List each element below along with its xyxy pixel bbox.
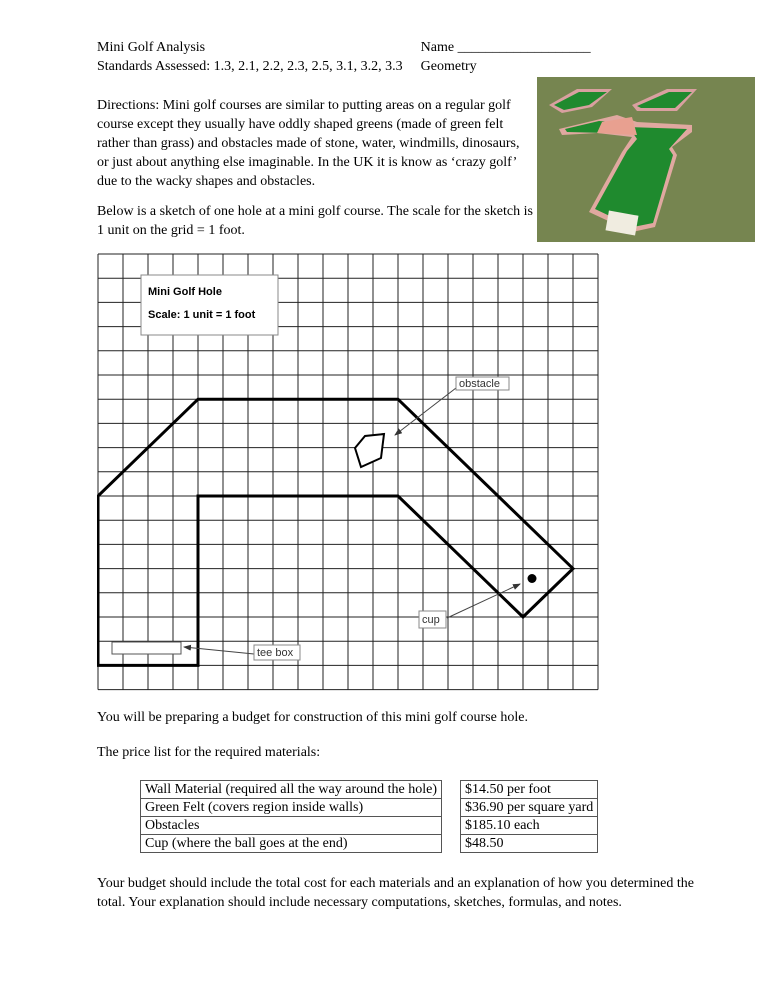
cup-arrow (447, 584, 520, 618)
sketch-intro: Below is a sketch of one hole at a mini golf course. The scale for the sketch is 1 unit on the grid = 1 foot. (97, 204, 533, 238)
material-item: Wall Material (required all the way around the hole) (141, 781, 442, 799)
name-field[interactable]: Name ___________________ (420, 40, 591, 55)
material-item: Green Felt (covers region inside walls) (141, 799, 442, 817)
cup-hole (528, 574, 537, 583)
table-row (141, 817, 598, 835)
material-item: Obstacles (141, 817, 442, 835)
price-list-table (140, 780, 598, 853)
directions: Directions: Mini golf courses are similar to putting areas on a regular golf course except they usually have oddly shaped greens (made of green felt rather than grass) and obstacles made of stone, water, windmills, dinosaurs, or just about anything else imaginable. In the UK it is know as ‘crazy golf’ due to the wacky shapes and obstacles. (97, 98, 520, 189)
header (97, 38, 737, 76)
budget-intro: You will be preparing a budget for construction of this mini golf course hole. (97, 710, 528, 725)
mini-golf-hole-diagram (97, 253, 599, 691)
table-row (141, 781, 598, 799)
diagram-scale: Scale: 1 unit = 1 foot (148, 309, 256, 321)
price-list-intro: The price list for the required materials: (97, 745, 321, 760)
diagram-legend-box (141, 275, 278, 335)
tee-box-arrow (184, 647, 254, 654)
document-title: Mini Golf Analysis (97, 40, 206, 55)
table-row (141, 835, 598, 853)
material-price: $36.90 per square yard (460, 799, 597, 817)
closing-instructions: Your budget should include the total cost for each materials and an explanation of how you determined the total. Your explanation should include necessary computations, sketches, formulas, and notes. (97, 876, 694, 910)
material-price: $14.50 per foot (460, 781, 597, 799)
header-right (421, 38, 591, 76)
cup-label: cup (422, 614, 440, 626)
table-row (141, 799, 598, 817)
column-gap (441, 835, 460, 853)
obstacle-label: obstacle (459, 378, 500, 390)
material-price: $48.50 (460, 835, 597, 853)
diagram-title: Mini Golf Hole (148, 286, 222, 298)
standards-assessed: Standards Assessed: 1.3, 2.1, 2.2, 2.3, 2.5, 3.1, 3.2, 3.3 (97, 59, 403, 74)
hole-wall-outline (98, 399, 573, 665)
intro-column (97, 96, 533, 240)
subject: Geometry (420, 59, 477, 74)
tee-box (112, 642, 181, 654)
obstacle-shape (355, 434, 384, 467)
tee-box-label: tee box (257, 647, 294, 659)
material-item: Cup (where the ball goes at the end) (141, 835, 442, 853)
material-price: $185.10 each (460, 817, 597, 835)
column-gap (441, 817, 460, 835)
header-left (97, 38, 403, 76)
column-gap (441, 781, 460, 799)
column-gap (441, 799, 460, 817)
obstacle-arrow (395, 388, 456, 435)
